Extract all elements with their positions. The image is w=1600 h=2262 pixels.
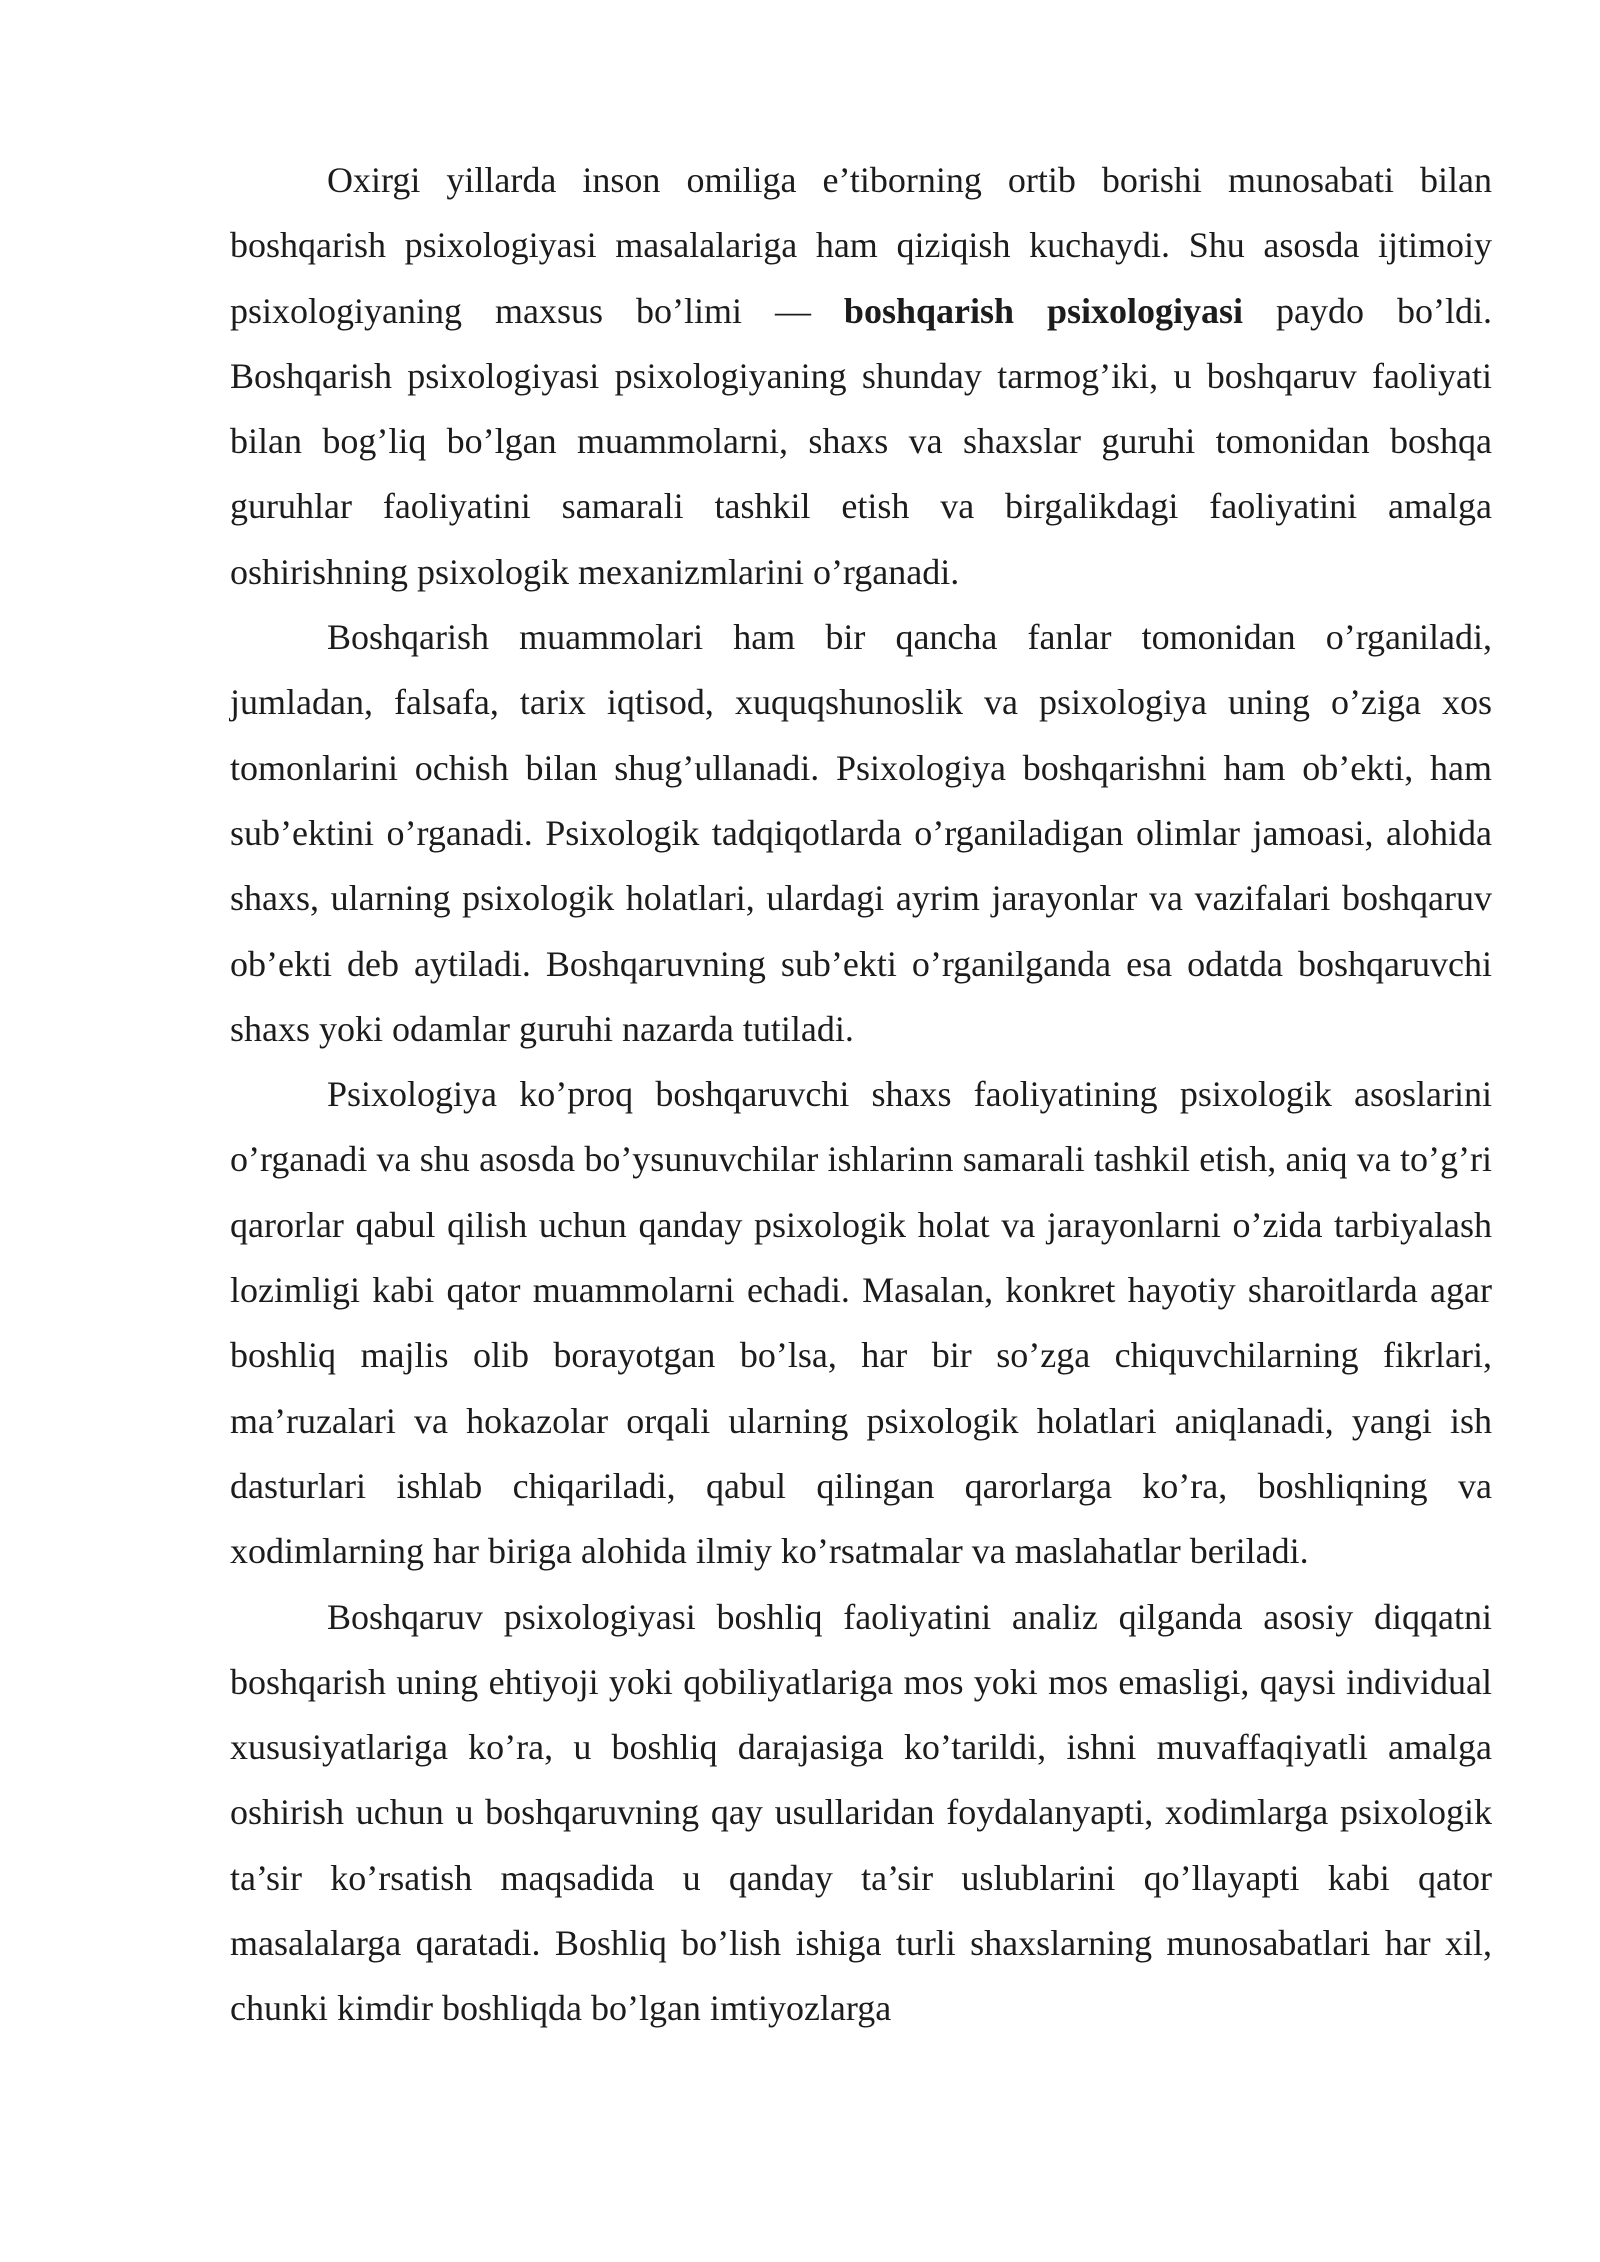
paragraph-4: Boshqaruv psixologiyasi boshliq faoliyatini analiz qilganda asosiy diqqatni boshqarish uning ehtiyoji yoki qobiliyatlariga mos yoki mos emasligi, qaysi individual xususiyatlariga ko’ra, u boshliq darajasiga ko’tarildi, ishni muvaffaqiyatli amalga oshirish uchun u boshqaruvning qay usullaridan foydalanyapti, xodimlarga psixologik ta’sir ko’rsatish maqsadida u qanday ta’sir uslublarini qo’llayapti kabi qator masalalarga qaratadi. Boshliq bo’lish ishiga turli shaxslarning munosabatlari har xil, chunki kimdir boshliqda bo’lgan imtiyozlarga: [230, 1596, 1492, 2029]
paragraph-1-text-end: paydo bo’ldi. Boshqarish psixologiyasi psixologiyaning shunday tarmog’iki, u boshqaruv faoliyati bilan bog’liq bo’lgan muammolarni, shaxs va shaxslar guruhi tomonidan boshqa guruhlar faoliyatini samarali tashkil etish va birgalikdagi faoliyatini amalga oshirishning psixologik mexanizmlarini o’rganadi.: [230, 290, 1492, 592]
paragraph-1-text-start: Oxirgi yillarda inson omiliga e’tiborning ortib borishi munosabati bilan boshqarish psixologiyasi masalalariga ham qiziqish kuchaydi. Shu asosda ijtimoiy psixologiyaning maxsus bo’limi —: [230, 160, 1492, 331]
paragraph-3: Psixologiya ko’proq boshqaruvchi shaxs faoliyatining psixologik asoslarini o’rganadi va shu asosda bo’ysunuvchilar ishlarinn samarali tashkil etish, aniq va to’g’ri qarorlar qabul qilish uchun qanday psixologik holat va jarayonlarni o’zida tarbiyalash lozimligi kabi qator muammolarni echadi. Masalan, konkret hayotiy sharoitlarda agar boshliq majlis olib borayotgan bo’lsa, har bir so’zga chiquvchilarning fikrlari, ma’ruzalari va hokazolar orqali ularning psixologik holatlari aniqlanadi, yangi ish dasturlari ishlab chiqariladi, qabul qilingan qarorlarga ko’ra, boshliqning va xodimlarning har biriga alohida ilmiy ko’rsatmalar va maslahatlar beriladi.: [230, 1074, 1492, 1572]
document-page: [230, 148, 1492, 2042]
paragraph-2: Boshqarish muammolari ham bir qancha fanlar tomonidan o’rganiladi, jumladan, falsafa, tarix iqtisod, xuquqshunoslik va psixologiya uning o’ziga xos tomonlarini ochish bilan shug’ullanadi. Psixologiya boshqarishni ham ob’ekti, ham sub’ektini o’rganadi. Psixologik tadqiqotlarda o’rganiladigan olimlar jamoasi, alohida shaxs, ularning psixologik holatlari, ulardagi ayrim jarayonlar va vazifalari boshqaruv ob’ekti deb aytiladi. Boshqaruvning sub’ekti o’rganilganda esa odatda boshqaruvchi shaxs yoki odamlar guruhi nazarda tutiladi.: [230, 617, 1492, 1049]
paragraph-1-bold-term: boshqarish psixologiyasi: [843, 290, 1244, 331]
paragraph-1: [230, 148, 1492, 605]
